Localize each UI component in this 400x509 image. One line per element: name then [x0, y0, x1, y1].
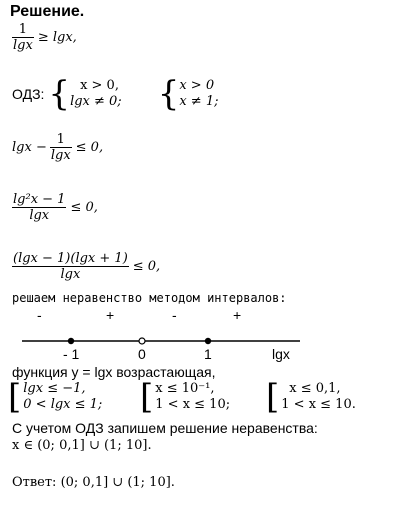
denominator: lgx — [60, 267, 81, 282]
rhs: ≤ 0, — [75, 140, 104, 155]
set-lines — [23, 381, 102, 413]
sys-line: lgx ≠ 0; — [70, 94, 122, 109]
fraction — [50, 132, 72, 163]
bracket-icon: [ — [8, 377, 22, 417]
set-line: 0 < lgx ≤ 1; — [23, 397, 103, 412]
intervals-text: решаем неравенство методом интервалов: — [12, 291, 287, 305]
set-b — [140, 377, 231, 417]
inequality-step-3 — [12, 192, 98, 223]
numerator: 1 — [56, 132, 65, 147]
sys-line: x ≠ 1; — [179, 94, 219, 109]
inequality-step-2 — [12, 132, 103, 163]
odz-system-1 — [70, 78, 122, 110]
sign-1: - — [37, 307, 42, 323]
set-line: x ≤ 0,1, — [289, 381, 341, 396]
tick-label: 1 — [204, 346, 212, 362]
bracket-icon: [ — [140, 377, 154, 417]
rhs: ≤ 0, — [70, 200, 98, 215]
numerator: (lgx − 1)(lgx + 1) — [13, 251, 128, 266]
sys-line: x > 0, — [80, 78, 119, 93]
set-line: 1 < x ≤ 10. — [281, 397, 356, 412]
sign-3: - — [172, 307, 177, 323]
set-line: 1 < x ≤ 10; — [155, 397, 231, 412]
sign-2: + — [106, 307, 115, 323]
brace-icon: { — [157, 74, 180, 114]
fraction — [12, 251, 129, 282]
function-text: функция y = lgx возрастающая, — [12, 364, 216, 380]
set-c — [266, 377, 356, 417]
odz-system-2 — [179, 78, 218, 110]
lhs: lgx − — [12, 140, 47, 155]
bracket-icon: [ — [266, 377, 280, 417]
denominator: lgx — [13, 38, 33, 53]
odz-note: С учетом ОДЗ запишем решение неравенства: — [12, 420, 318, 436]
denominator: lgx — [29, 208, 50, 223]
tick-label: 0 — [138, 346, 146, 362]
tick-label: - 1 — [63, 346, 80, 362]
odz-block — [12, 74, 219, 114]
axis-label: lgx — [272, 346, 290, 362]
set-line: x ≤ 10⁻¹, — [155, 381, 215, 396]
open-point-icon — [139, 338, 145, 344]
brace-icon: { — [48, 74, 71, 114]
fraction — [12, 22, 34, 53]
closed-point-icon — [205, 338, 211, 344]
numerator: lg²x − 1 — [13, 192, 66, 207]
solution-set: x ∈ (0; 0,1] ∪ (1; 10]. — [12, 438, 152, 453]
set-lines — [281, 381, 356, 413]
set-lines — [155, 381, 230, 413]
numerator: 1 — [18, 22, 28, 37]
inequality-original — [12, 22, 77, 53]
inequality-step-4 — [12, 251, 160, 282]
rhs: ≤ 0, — [132, 259, 161, 274]
solution-title: Решение. — [10, 3, 85, 20]
sys-line: x > 0 — [179, 78, 215, 93]
odz-label: ОДЗ: — [12, 86, 45, 102]
rhs: ≥ lgx, — [37, 30, 77, 45]
set-a — [8, 377, 103, 417]
sign-4: + — [233, 307, 242, 323]
number-line — [0, 306, 400, 366]
fraction — [12, 192, 66, 223]
answer: Ответ: (0; 0,1] ∪ (1; 10]. — [12, 475, 175, 490]
closed-point-icon — [68, 338, 74, 344]
denominator: lgx — [50, 148, 71, 163]
set-line: lgx ≤ −1, — [23, 381, 86, 396]
